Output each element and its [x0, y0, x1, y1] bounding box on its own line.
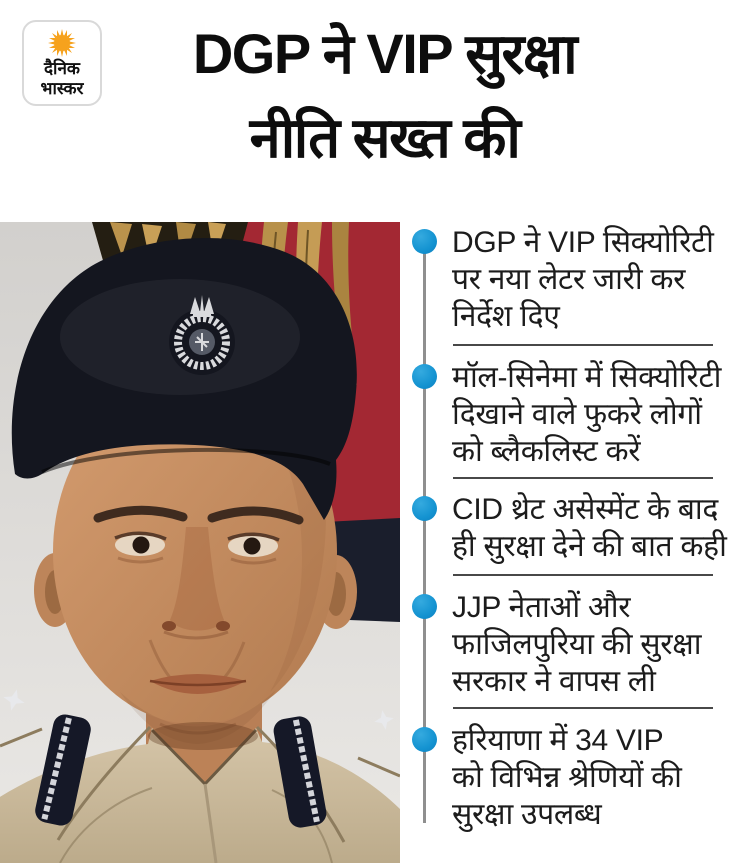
bullet-line: दिखाने वाले फुकरे लोगों: [452, 398, 702, 431]
bullet-line: सरकार ने वापस ली: [452, 665, 656, 698]
bullet-line: मॉल-सिनेमा में सिक्योरिटी: [452, 361, 722, 394]
bullet-line: पर नया लेटर जारी कर: [452, 263, 686, 296]
chin-shadow: [148, 722, 258, 750]
bullet-line: को विभिन्न श्रेणियों की: [452, 761, 682, 794]
bullet-line: ही सुरक्षा देने की बात कही: [452, 530, 727, 563]
bullet-item-5: [452, 722, 724, 833]
dgp-photo: [0, 222, 400, 863]
bullet-line: सुरक्षा उपलब्ध: [452, 798, 602, 831]
bullet-item-4: [452, 589, 724, 700]
bullet-dot-icon: [412, 727, 437, 752]
bullet-line: DGP ने VIP सिक्योरिटी: [452, 226, 714, 259]
bullet-line: CID थ्रेट असेस्मेंट के बाद: [452, 493, 718, 526]
police-officer-portrait: [0, 222, 400, 863]
bullet-text: [452, 589, 724, 700]
bullet-item-1: [452, 224, 724, 335]
bullet-line: JJP नेताओं और: [452, 591, 631, 624]
dainik-bhaskar-logo: [22, 20, 102, 106]
bullet-text: [452, 224, 724, 335]
divider: [453, 707, 713, 709]
bullet-dot-icon: [412, 496, 437, 521]
divider: [453, 477, 713, 479]
divider: [453, 574, 713, 576]
bullet-item-3: [452, 491, 727, 565]
headline-line2: नीति सख्त की: [249, 106, 520, 169]
bullet-dot-icon: [412, 229, 437, 254]
bullet-dot-icon: [412, 364, 437, 389]
sunburst-icon: [47, 28, 77, 58]
bullet-line: फाजिलपुरिया की सुरक्षा: [452, 628, 702, 661]
bullet-text: [452, 722, 724, 833]
bullet-text: [452, 491, 727, 565]
bullet-item-2: [452, 359, 724, 470]
bullet-dot-icon: [412, 594, 437, 619]
logo-text-line2: भास्कर: [40, 79, 84, 98]
page-title: [112, 12, 657, 180]
bullet-text: [452, 359, 724, 470]
headline-line1: DGP ने VIP सुरक्षा: [192, 22, 577, 85]
bullet-line: निर्देश दिए: [452, 300, 560, 333]
divider: [453, 344, 713, 346]
bullet-line: हरियाणा में 34 VIP: [452, 724, 664, 757]
bullet-line: को ब्लैकलिस्ट करें: [452, 435, 641, 468]
logo-text-line1: दैनिक: [44, 59, 80, 78]
